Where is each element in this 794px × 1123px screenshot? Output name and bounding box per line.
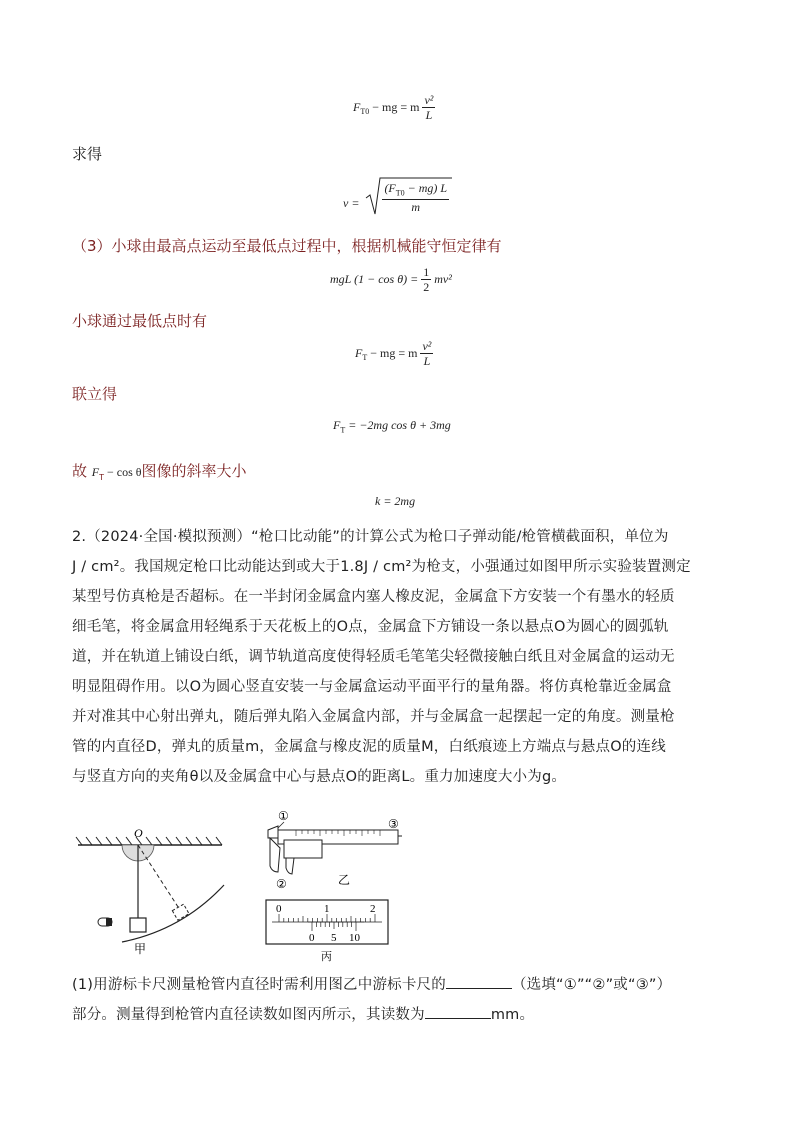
problem-line: 与竖直方向的夹角θ以及金属盒中心与悬点O的距离L。重力加速度大小为g。 [72, 769, 567, 785]
circle-1-label: ① [278, 809, 289, 823]
problem-line: 明显阻碍作用。以O为圆心竖直安装一与金属盒运动平面平行的量角器。将仿真枪靠近金属盒 [72, 679, 672, 695]
equation-tension-bottom: $F_T$ − mg = m $\frac{\text{v²}}{L}$ [355, 339, 432, 368]
figure-jia-label: 甲 [134, 942, 147, 956]
question-1-text: (1)用游标卡尺测量枪管内直径时需利用图乙中游标卡尺的 [72, 977, 446, 993]
problem-line: 管的内直径D，弹丸的质量m，金属盒与橡皮泥的质量M，白纸痕迹上方端点与悬点O的连线 [72, 739, 666, 755]
equation-result: $F_T = -2mg$ cos θ + 3mg [333, 418, 451, 435]
equation-velocity: v = $\frac{(F_{T0} - mg) L}{m}$ [343, 178, 447, 214]
label-lianli: 联立得 [72, 385, 118, 403]
problem-2-text [72, 522, 744, 792]
answer-blank-part[interactable] [446, 974, 512, 989]
vernier-tick-label: 5 [331, 932, 337, 944]
answer-blank-reading[interactable] [425, 1004, 491, 1019]
vernier-tick-label: 10 [349, 932, 360, 944]
problem-line: 并对准其中心射出弹丸，随后弹丸陷入金属盒内部，并与金属盒一起摆起一定的角度。测量枪 [72, 709, 675, 725]
arc-track [122, 885, 224, 942]
figure-yi-caliper [256, 808, 406, 893]
problem-line: 某型号仿真枪是否超标。在一半封闭金属盒内塞人橡皮泥，金属盒下方安装一个有墨水的轻质 [72, 589, 675, 605]
circle-2-label: ② [276, 877, 287, 891]
vernier-tick-label: 0 [309, 932, 315, 944]
equation-energy: mgL (1 − cos θ) = $\frac{1}{2}$ mv² [330, 265, 452, 294]
vernier-slider [284, 840, 322, 858]
figure-yi-label: 乙 [338, 873, 351, 887]
main-tick-label: 2 [370, 903, 376, 915]
problem-line: J / cm²。我国规定枪口比动能达到或大于1.8J / cm²为枪支，小强通过如图甲所示实验装置测定 [72, 559, 691, 575]
label-qiude: 求得 [72, 145, 103, 163]
main-tick-label: 0 [276, 903, 282, 915]
unit-mm: mm。 [490, 1007, 535, 1023]
circle-3-label: ③ [388, 817, 399, 831]
label-lowest-point: 小球通过最低点时有 [72, 312, 208, 330]
equation-slope: k = 2mg [375, 494, 416, 508]
figure-bing-reading [264, 898, 394, 968]
slope-text: 故 $F_T - \cos \theta$图像的斜率大小 [72, 462, 247, 482]
question-1 [72, 970, 744, 1030]
metal-box-swung [172, 904, 189, 920]
problem-line: 细毛笔，将金属盒用轻绳系于天花板上的O点，金属盒下方铺设一条以悬点O为圆心的圆弧轨 [72, 619, 669, 635]
figure-jia-pendulum [72, 815, 242, 960]
equation-tension-top: $F_{T0}$ − mg = m $\frac{\text{v²}}{L}$ [353, 93, 434, 122]
question-1-text-2: 部分。测量得到枪管内直径读数如图丙所示，其读数为 [72, 1007, 425, 1023]
sqrt-sign [364, 176, 452, 218]
point-o-label: O [134, 826, 143, 840]
metal-box [130, 918, 146, 932]
bullet-icon [106, 918, 112, 926]
question-1-option-hint: （选填“①”“②”或“③”） [511, 977, 672, 993]
problem-line: 2.（2024·全国·模拟预测）“枪口比动能”的计算公式为枪口子弹动能/枪管横截面积，单位为 [72, 529, 669, 545]
main-tick-label: 1 [324, 903, 330, 915]
figure-bing-label: 丙 [321, 950, 332, 963]
problem-line: 道，并在轨道上铺设白纸，调节轨道高度使得轻质毛笔笔尖轻微接触白纸且对金属盒的运动无 [72, 649, 675, 665]
step-3-text: （3）小球由最高点运动至最低点过程中，根据机械能守恒定律有 [72, 237, 502, 255]
